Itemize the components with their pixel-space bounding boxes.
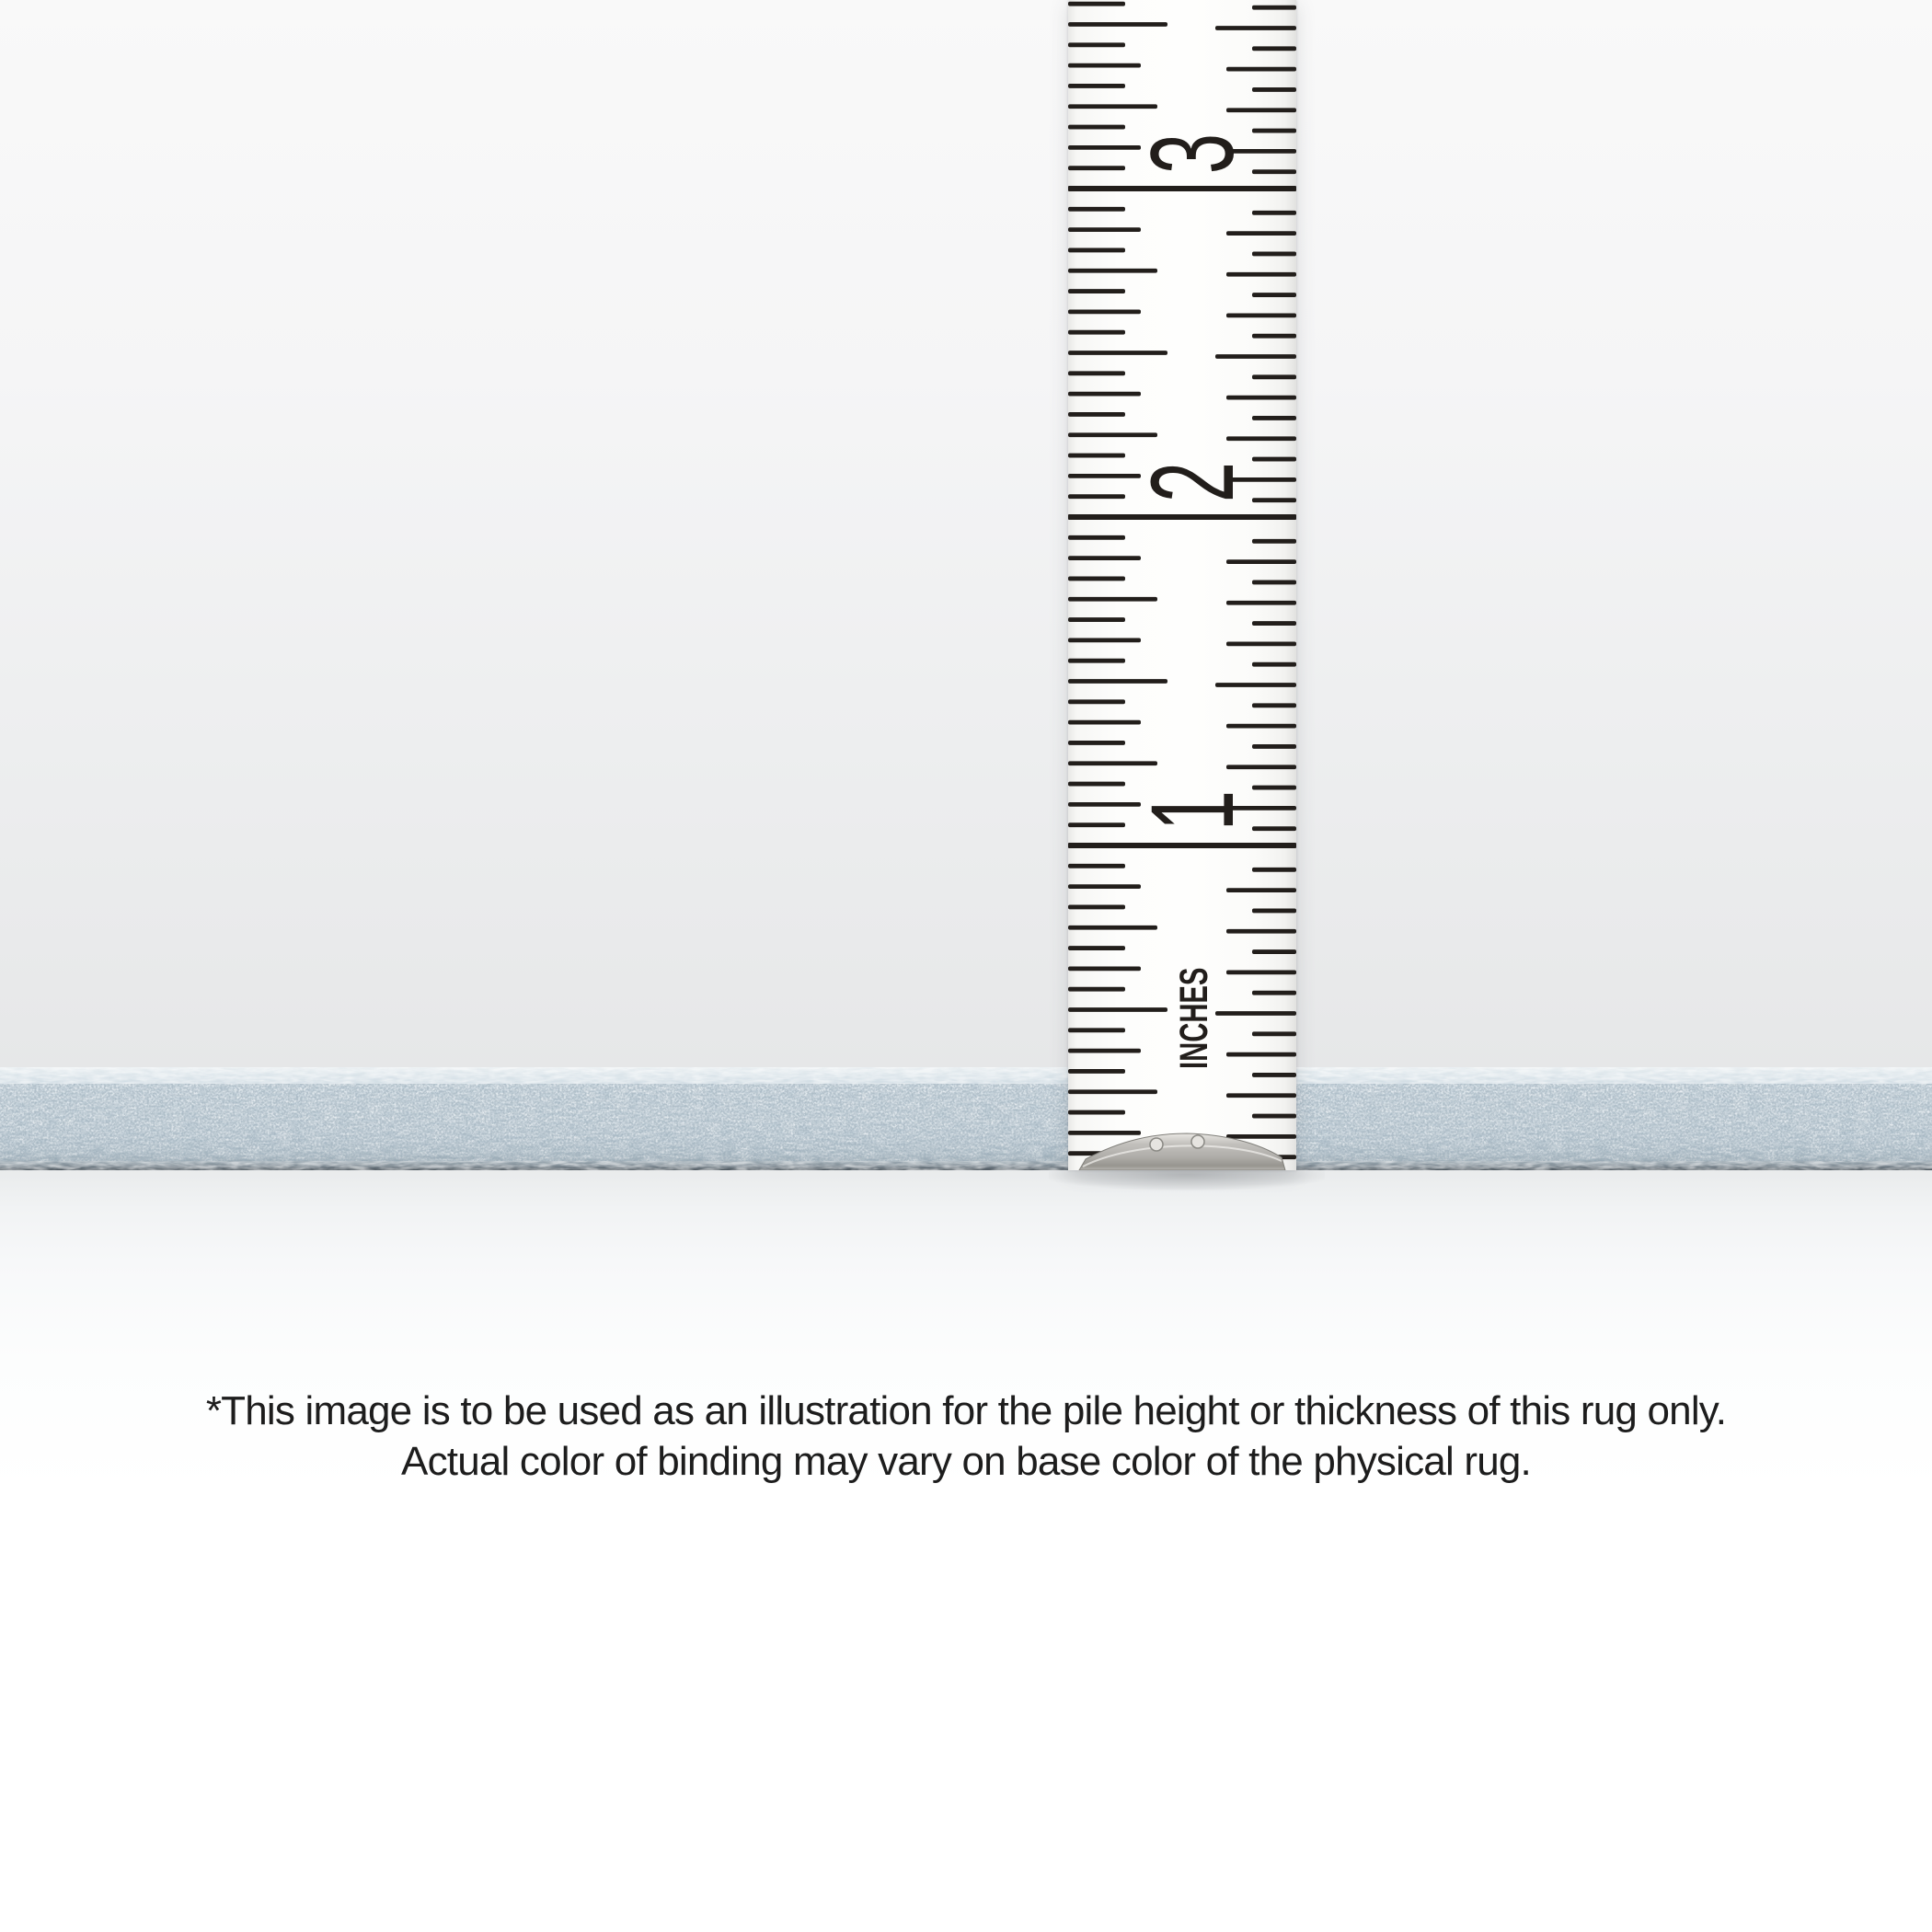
ruler-number: 3 [1126,132,1259,175]
rug-texture [0,1067,1932,1170]
ruler-unit-label: INCHES [1171,967,1216,1069]
ruler-markings [1068,0,1296,1170]
floor [0,1170,1932,1932]
tape-measure-ruler [1068,0,1296,1170]
rivet [1150,1138,1163,1151]
disclaimer-line-2: Actual color of binding may vary on base color of the physical rug. [401,1439,1531,1484]
disclaimer-line-1: *This image is to be used as an illustration for the pile height or thickness of this rug only. [205,1388,1727,1433]
rug-cross-section [0,1067,1932,1170]
ruler-number: 1 [1126,789,1259,832]
disclaimer-text [0,1386,1932,1487]
ruler-number: 2 [1126,461,1259,503]
metal-tip [1079,1133,1285,1170]
rivet [1191,1135,1204,1148]
